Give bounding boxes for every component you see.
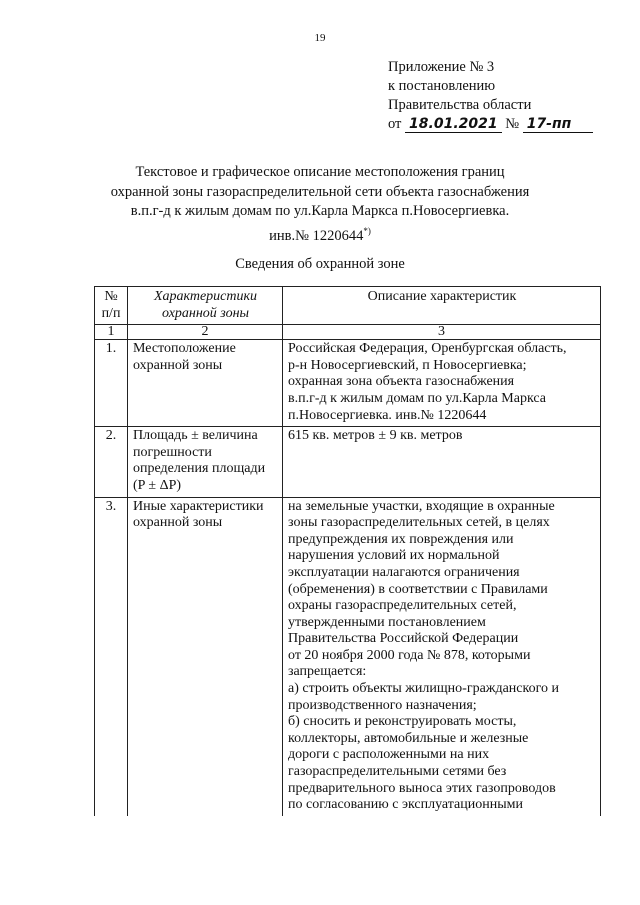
appendix-line-3: Правительства области bbox=[388, 97, 532, 113]
row-characteristic: Площадь ± величина погрешности определения площади (P ± ΔP) bbox=[128, 427, 283, 497]
row-characteristic: Местоположение охранной зоны bbox=[128, 340, 283, 427]
index-cell: 3 bbox=[283, 325, 601, 340]
row-num: 1. bbox=[95, 340, 128, 427]
document-title bbox=[0, 163, 640, 246]
row-description: Российская Федерация, Оренбургская область, р-н Новосергиевский, п Новосергиевка; охранная зона объекта газоснабжения в.п.г-д к жилым домам по ул.Карла Маркса п.Новосергиевка. инв.№ 1220644 bbox=[283, 340, 601, 427]
header-description: Описание характеристик bbox=[283, 287, 601, 325]
appendix-block bbox=[388, 58, 593, 134]
header-num: № п/п bbox=[95, 287, 128, 325]
table-row bbox=[95, 427, 601, 497]
inventory-number: инв.№ 1220644 bbox=[269, 227, 364, 244]
appendix-line-2: к постановлению bbox=[388, 78, 496, 94]
handwritten-date: 18.01.2021 bbox=[405, 117, 502, 133]
title-line-3: в.п.г-д к жилым домам по ул.Карла Маркса п.Новосергиевка. bbox=[130, 203, 510, 219]
header-characteristic: Характеристики охранной зоны bbox=[128, 287, 283, 325]
table-index-row bbox=[95, 325, 601, 340]
page-number: 19 bbox=[314, 32, 326, 44]
title-line-4 bbox=[0, 222, 640, 246]
row-num: 3. bbox=[95, 497, 128, 816]
index-cell: 1 bbox=[95, 325, 128, 340]
row-description: на земельные участки, входящие в охранные зоны газораспределительных сетей, в целях предупреждения их повреждения или нарушения условий их нормальной эксплуатации налагаются ограничения (обременения) в соответствии с Правилами охраны газораспределительных сетей, утвержденными постановлением Правительства Российской Федерации от 20 ноября 2000 года № 878, которыми запрещается: а) строить объекты жилищно-гражданского и производственного назначения; б) сносить и реконструировать мосты, коллекторы, автомобильные и железные дороги с расположенными на них газораспределительными сетями без предварительного выноса этих газопроводов по согласованию с эксплуатационными bbox=[283, 497, 601, 816]
row-characteristic: Иные характеристики охранной зоны bbox=[128, 497, 283, 816]
title-line-2: охранной зоны газораспределительной сети объекта газоснабжения bbox=[110, 183, 530, 200]
from-label: от bbox=[388, 116, 402, 132]
footnote-mark: *) bbox=[363, 225, 371, 236]
handwritten-number: 17-пп bbox=[523, 117, 594, 133]
zone-info-table bbox=[94, 286, 601, 816]
appendix-date-line bbox=[388, 115, 593, 134]
number-label: № bbox=[505, 116, 520, 132]
table-header-row bbox=[95, 287, 601, 325]
table-row bbox=[95, 497, 601, 816]
title-line-1: Текстовое и графическое описание местоположения границ bbox=[135, 164, 505, 180]
row-description: 615 кв. метров ± 9 кв. метров bbox=[283, 427, 601, 497]
index-cell: 2 bbox=[128, 325, 283, 340]
appendix-line-1: Приложение № 3 bbox=[388, 59, 495, 75]
row-num: 2. bbox=[95, 427, 128, 497]
table-row bbox=[95, 340, 601, 427]
section-subtitle: Сведения об охранной зоне bbox=[235, 256, 405, 272]
